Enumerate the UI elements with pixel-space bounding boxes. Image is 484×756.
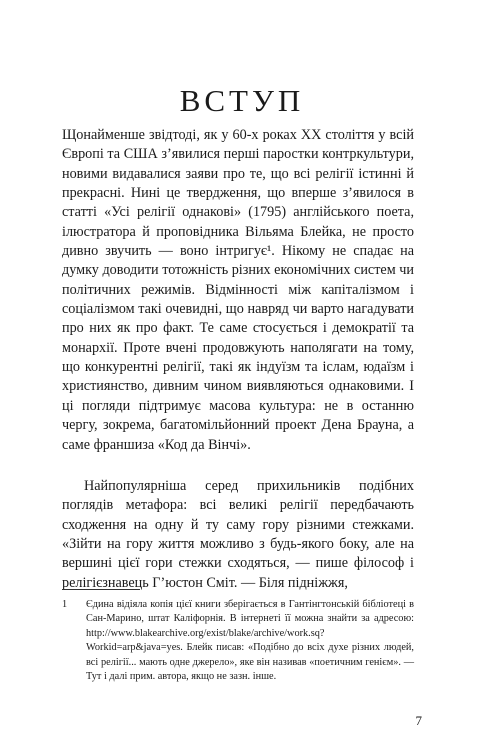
- page-number: 7: [415, 713, 422, 728]
- footnote-text: Єдина відіяла копія цієї книги зберігається в Гантінгтонській бібліотеці в Сан-Марино, штат Каліфорнія. В інтернеті її можна знайти за адресою: http://www.blakearchive.org/exist/blake/archive/work.sq?Workid=arp&java=yes. Блейк писав: «Подібно до всіх духе різних людей, всі релігії... мають одне джерело», яке він називав «поетичним генієм». — Тут і далі прим. автора, якщо не зазн. інше.: [86, 599, 414, 683]
- body-paragraph-1: Щонайменше звідтоді, як у 60-х роках XX століття у всій Європі та США з’явилися перші паростки контркультури, новими видавалися заяви про те, що всі релігії істинні й прекрасні. Нині це твердження, що вперше з’явилося в статті «Усі релігії однакові» (1795) англійського поета, ілюстратора й проповідника Вільяма Блейка, не просто дивно звучить — воно інтригує¹. Нікому не спадає на думку доводити тотожність різних економічних систем чи політичних режимів. Відмінності між капіталізмом і соціалізмом такі очевидні, що навряд чи варто нагадувати про них як про факт. Те саме стосується і демократії та монархії. Проте вчені продовжують наполягати на тому, що конкурентні релігії, такі як індуїзм та іслам, юдаїзм і християнство, дивним чином виявляються однаковими. І ці погляди підтримує масова культура: не в останню чергу, зокрема, багатомільйонний проект Дена Брауна, а саме франшиза «Код да Вінчі».: [62, 127, 414, 453]
- chapter-title: ВСТУП: [179, 82, 305, 118]
- footnote-number: 1: [62, 599, 68, 610]
- footnote: [62, 598, 414, 684]
- footnote-divider: [62, 589, 140, 590]
- body-paragraph-2: Найпопулярніша серед прихильників подібних поглядів метафора: всі великі релігії передбачають сходження на одну й ту саму гору різними стежками. «Зійти на гору життя можливо з будь-якого боку, але на вершині цієї гори стежки сходяться, — пише філософ і релігієзнавець Г’юстон Сміт. — Біля підніжжя,: [62, 478, 414, 591]
